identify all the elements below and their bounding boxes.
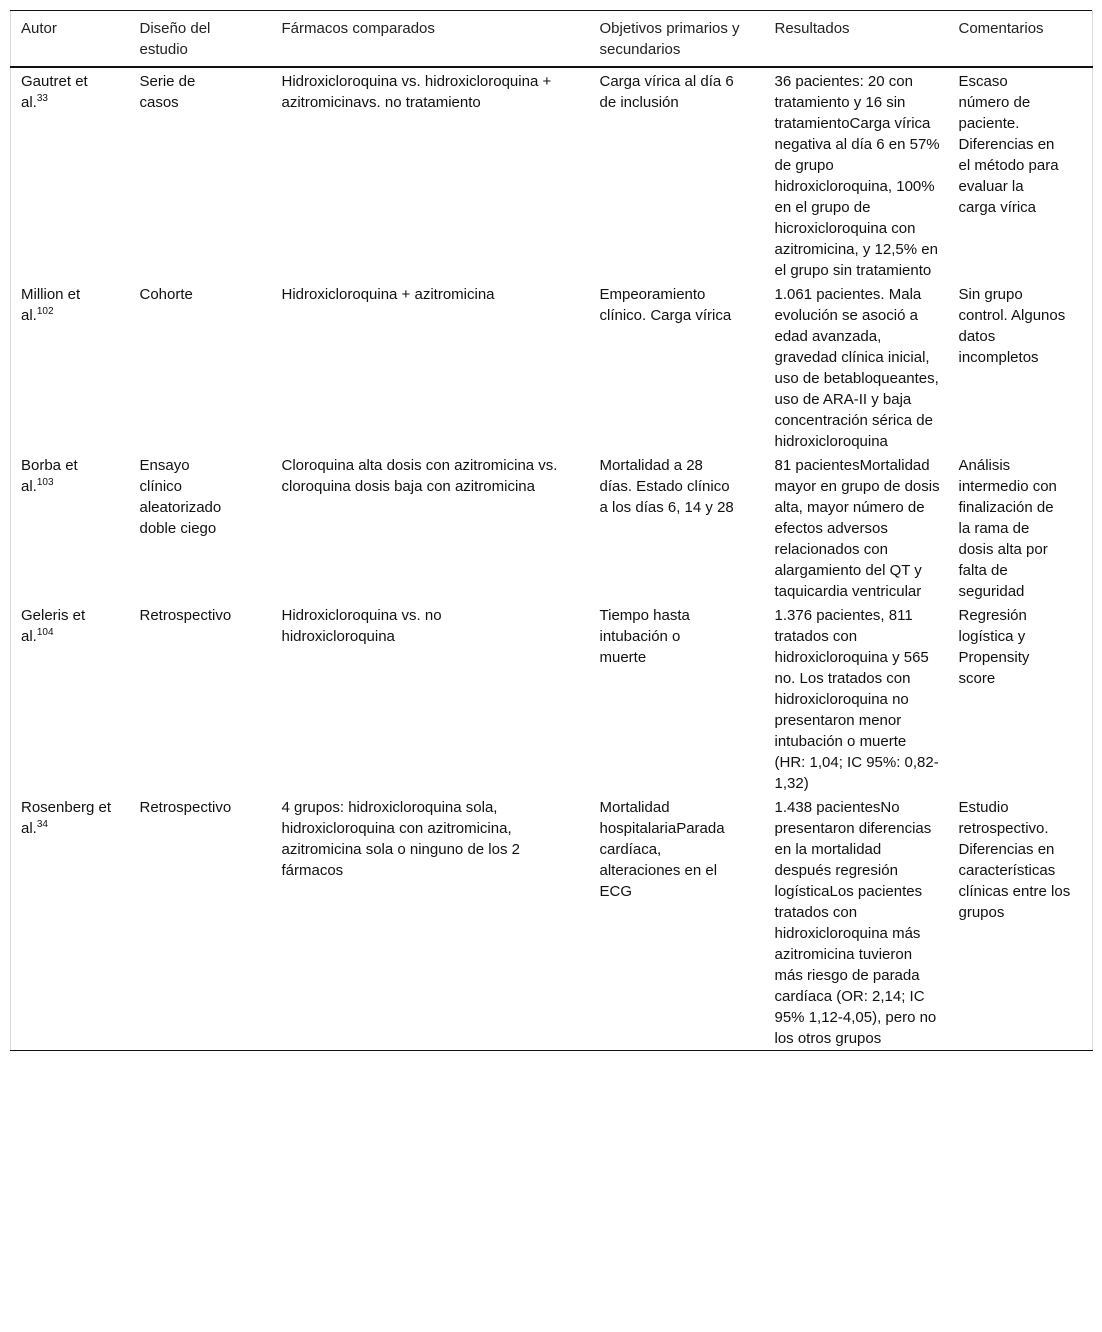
reference-number: 102 — [36, 306, 54, 317]
cell-drugs: Hidroxicloroquina + azitromicina — [281, 286, 495, 303]
cell-comments: Estudio retrospectivo. Diferencias en características clínicas entre los grupos — [958, 799, 1071, 921]
header-results: Resultados — [765, 11, 949, 68]
author-name: Million et al. — [21, 286, 81, 324]
cell-objectives: Carga vírica al día 6 de inclusión — [599, 73, 734, 111]
cell-drugs: Hidroxicloroquina vs. no hidroxicloroquina — [281, 607, 442, 645]
cell-results: 36 pacientes: 20 con tratamiento y 16 sin tratamientoCarga vírica negativa al día 6 en 57% de grupo hidroxicloroquina, 100% en el grupo de hicroxicloroquina con azitromicina, y 12,5% en el grupo sin tratamiento — [774, 73, 940, 279]
author-name: Geleris et al. — [21, 607, 86, 645]
cell-objectives: Tiempo hasta intubación o muerte — [599, 607, 690, 666]
header-row — [11, 11, 1093, 68]
author-name: Borba et al. — [21, 457, 78, 495]
cell-design: Retrospectivo — [139, 799, 232, 816]
cell-objectives: Mortalidad a 28 días. Estado clínico a los días 6, 14 y 28 — [599, 457, 734, 516]
cell-author — [11, 67, 130, 282]
cell-results: 81 pacientesMortalidad mayor en grupo de dosis alta, mayor número de efectos adversos relacionados con alargamiento del QT y taquicardia ventricular — [774, 457, 940, 600]
header-author: Autor — [11, 11, 130, 68]
table-row — [11, 67, 1093, 282]
cell-objectives: Mortalidad hospitalariaParada cardíaca, alteraciones en el ECG — [599, 799, 725, 900]
cell-comments: Escaso número de paciente. Diferencias en el método para evaluar la carga vírica — [958, 73, 1059, 216]
author-name: Rosenberg et al. — [21, 799, 112, 837]
cell-design: Retrospectivo — [139, 607, 232, 624]
reference-number: 33 — [36, 93, 48, 104]
table-row — [11, 603, 1093, 795]
cell-author — [11, 282, 130, 453]
table-row — [11, 282, 1093, 453]
header-objectives: Objetivos primarios y secundarios — [590, 11, 765, 68]
table-row — [11, 795, 1093, 1051]
cell-author — [11, 795, 130, 1051]
cell-design: Serie de casos — [139, 73, 196, 111]
table-body — [11, 67, 1093, 1051]
cell-drugs: Cloroquina alta dosis con azitromicina vs. cloroquina dosis baja con azitromicina — [281, 457, 558, 495]
cell-comments: Sin grupo control. Algunos datos incompletos — [958, 286, 1066, 366]
cell-design: Cohorte — [139, 286, 193, 303]
cell-author — [11, 603, 130, 795]
cell-comments: Regresión logística y Propensity score — [958, 607, 1030, 687]
cell-author — [11, 453, 130, 603]
cell-objectives: Empeoramiento clínico. Carga vírica — [599, 286, 732, 324]
reference-number: 104 — [36, 627, 54, 638]
reference-number: 34 — [36, 819, 48, 830]
cell-design: Ensayo clínico aleatorizado doble ciego — [139, 457, 222, 537]
header-drugs: Fármacos comparados — [272, 11, 590, 68]
header-comments: Comentarios — [949, 11, 1093, 68]
cell-results: 1.376 pacientes, 811 tratados con hidroxicloroquina y 565 no. Los tratados con hidroxicloroquina no presentaron menor intubación o muerte (HR: 1,04; IC 95%: 0,82-1,32) — [774, 607, 939, 792]
cell-results: 1.061 pacientes. Mala evolución se asoció a edad avanzada, gravedad clínica inicial, uso de betabloqueantes, uso de ARA-II y baja concentración sérica de hidroxicloroquina — [774, 286, 939, 450]
header-design: Diseño del estudio — [130, 11, 272, 68]
table-header — [11, 11, 1093, 68]
studies-table — [10, 10, 1093, 1051]
author-name: Gautret et al. — [21, 73, 88, 111]
cell-comments: Análisis intermedio con finalización de la rama de dosis alta por falta de seguridad — [958, 457, 1057, 600]
cell-drugs: Hidroxicloroquina vs. hidroxicloroquina + azitromicinavs. no tratamiento — [281, 73, 552, 111]
cell-drugs: 4 grupos: hidroxicloroquina sola, hidroxicloroquina con azitromicina, azitromicina sola o ninguno de los 2 fármacos — [281, 799, 520, 879]
reference-number: 103 — [36, 477, 54, 488]
cell-results: 1.438 pacientesNo presentaron diferencias en la mortalidad después regresión logísticaLos pacientes tratados con hidroxicloroquina más azitromicina tuvieron más riesgo de parada cardíaca (OR: 2,14; IC 95% 1,12-4,05), pero no los otros grupos — [774, 799, 937, 1047]
table-row — [11, 453, 1093, 603]
